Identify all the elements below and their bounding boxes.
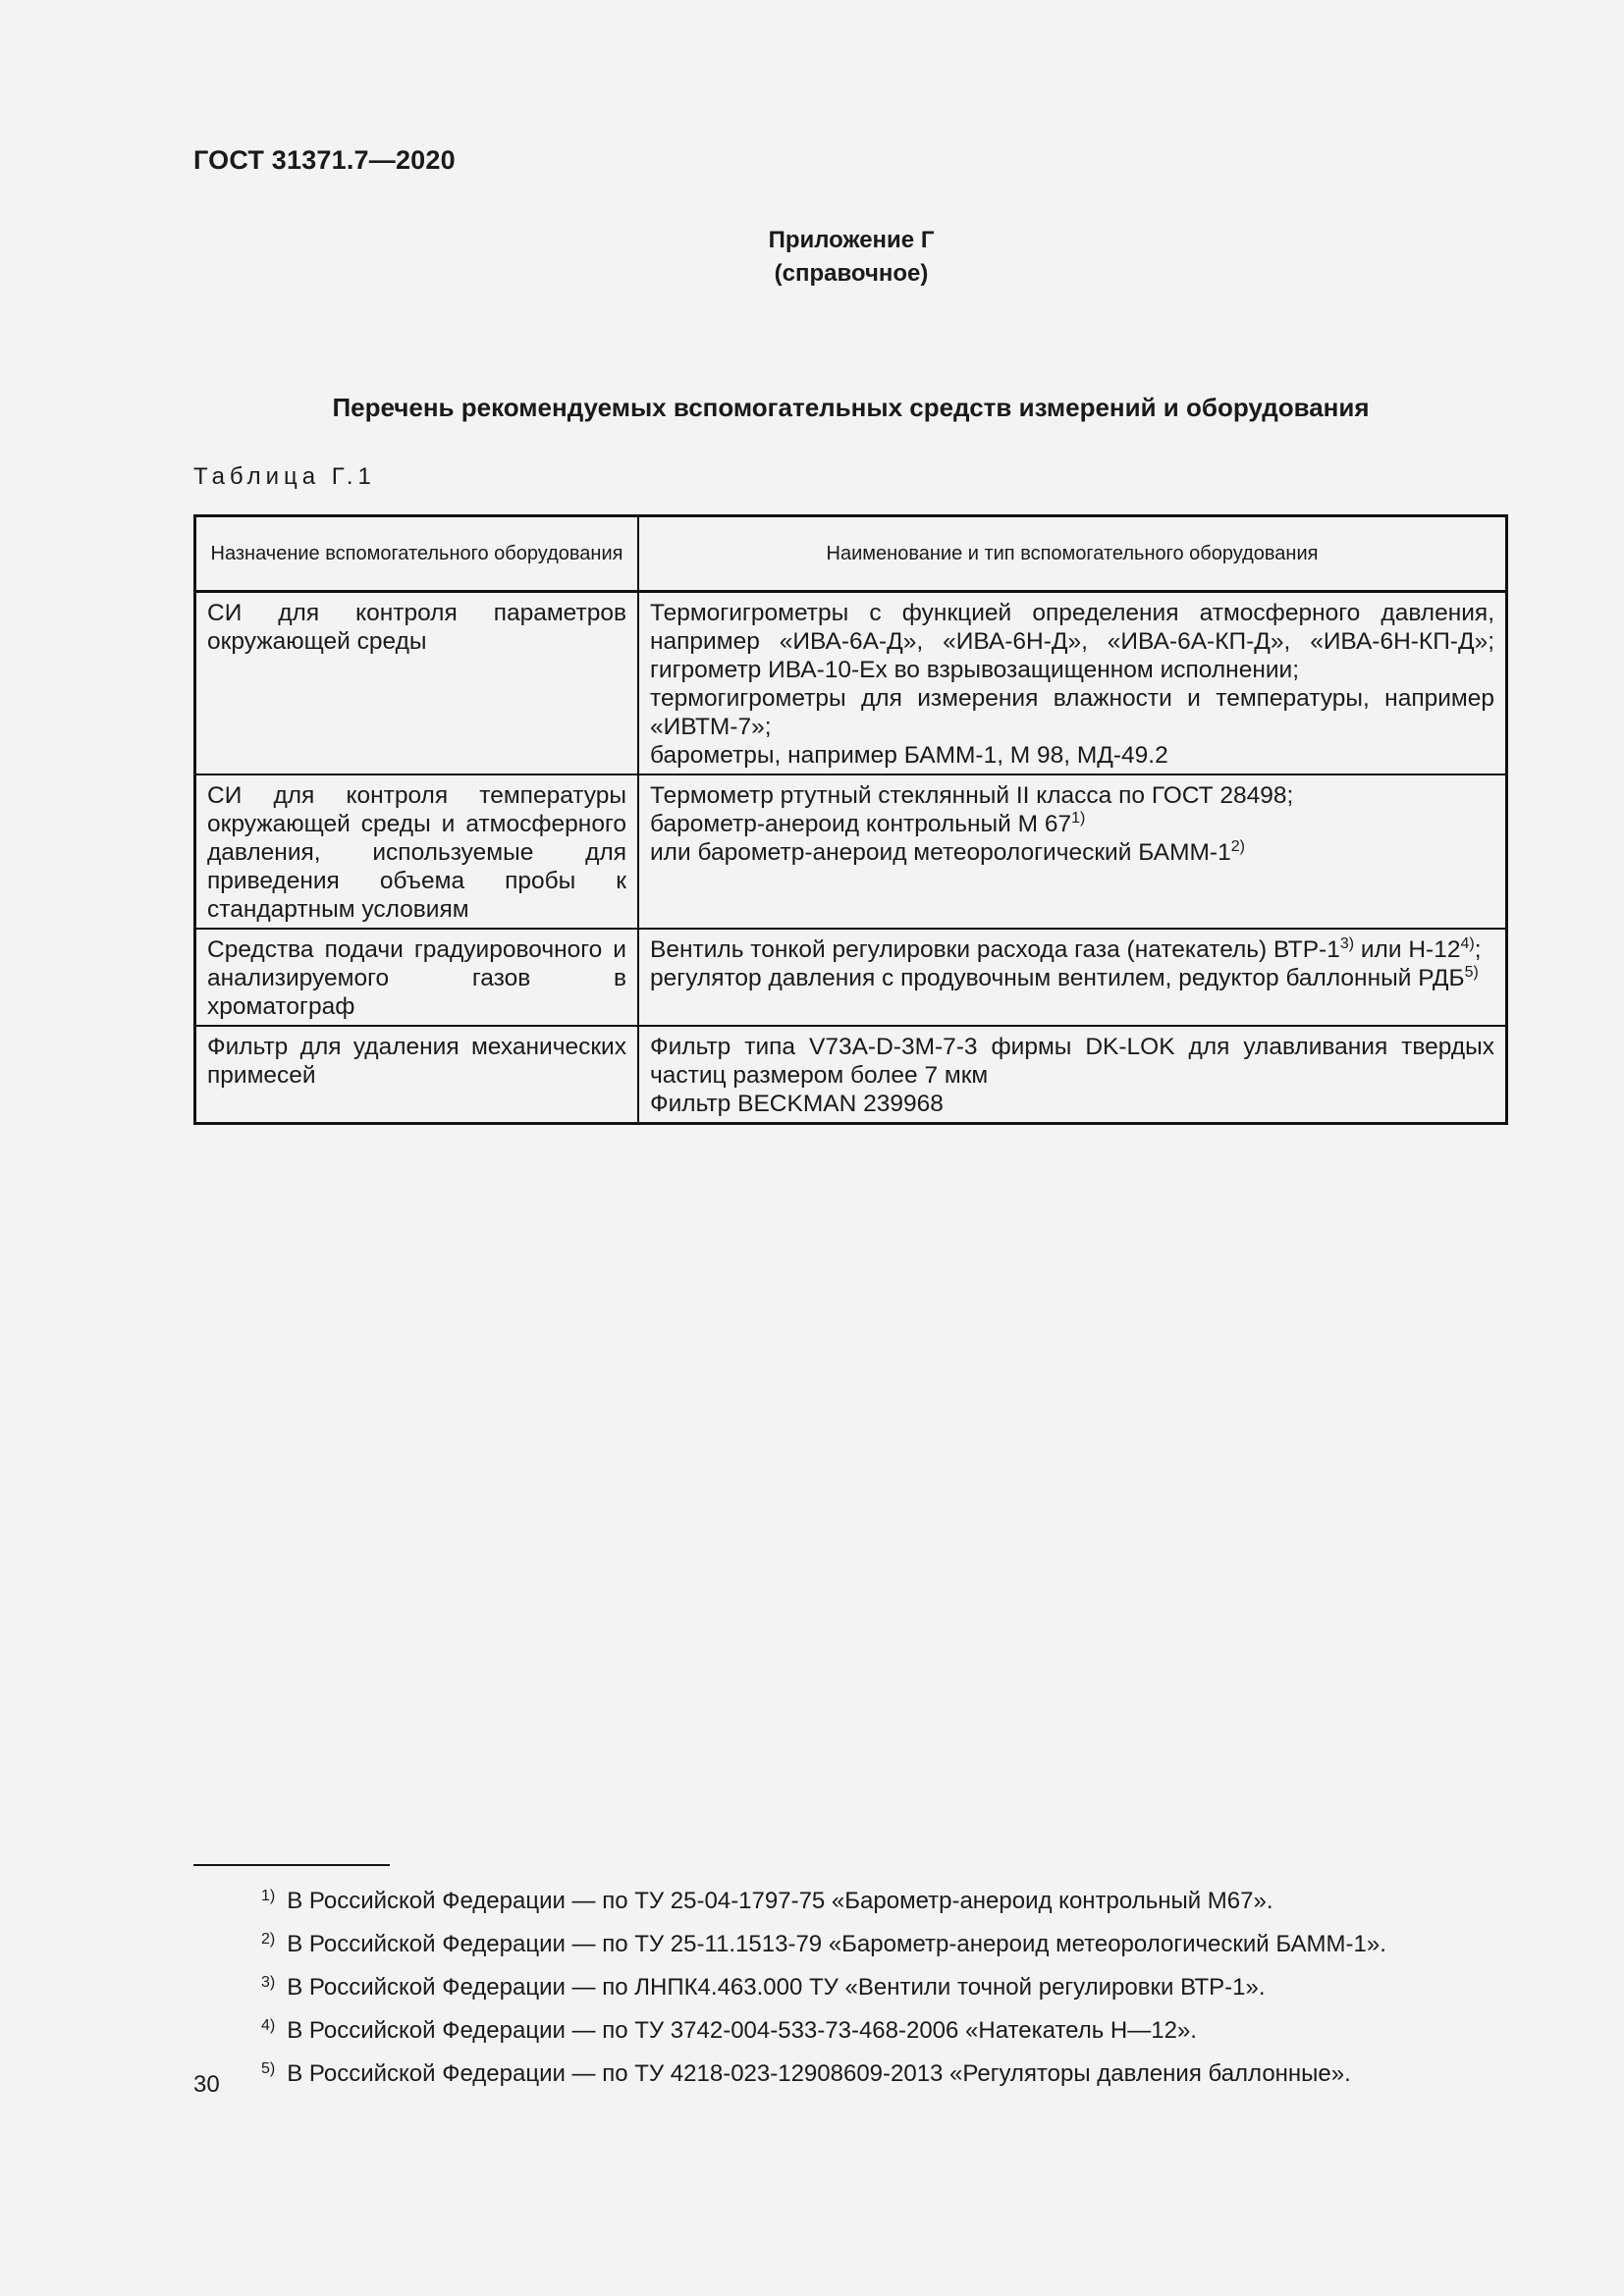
appendix-subtitle: (справочное)	[774, 260, 929, 287]
footnote	[261, 1963, 1386, 2006]
equipment-cell	[638, 1026, 1507, 1124]
purpose-cell: Средства подачи градуировочного и анализируемого газов в хроматограф	[195, 929, 639, 1026]
equipment-line: гигрометр ИВА-10-Ex во взрывозащищенном исполнении;	[650, 657, 1300, 683]
document-code: ГОСТ 31371.7—2020	[193, 145, 456, 175]
equipment-text: регулятор давления с продувочным вентилем, редуктор баллонный РДБ	[650, 965, 1465, 991]
equipment-cell	[638, 774, 1507, 929]
footnote	[261, 2050, 1386, 2093]
equipment-line: Фильтр BECKMAN 239968	[650, 1091, 944, 1117]
footnote-ref[interactable]: 5)	[1464, 963, 1479, 981]
equipment-line: «ИВТМ-7»;	[650, 714, 772, 740]
equipment-cell	[638, 929, 1507, 1026]
footnote	[261, 2006, 1386, 2050]
table-caption: Таблица Г.1	[193, 463, 376, 490]
equipment-text: барометр-анероид контрольный М 67	[650, 811, 1072, 837]
purpose-cell: СИ для контроля параметров окружающей среды	[195, 592, 639, 775]
table-row	[195, 1026, 1507, 1124]
footnote	[261, 1877, 1386, 1920]
equipment-line	[650, 810, 1494, 838]
footnote-mark: 3)	[261, 1974, 276, 1991]
footnote-mark: 4)	[261, 2017, 276, 2034]
equipment-table	[193, 514, 1508, 1125]
footnotes	[261, 1877, 1386, 2093]
appendix-title: Приложение Г	[768, 227, 935, 253]
footnote-text: В Российской Федерации — по ТУ 25-11.1513-79 «Барометр-анероид метеорологический БАММ-1».	[287, 1931, 1386, 1957]
equipment-line: например «ИВА-6А-Д», «ИВА-6Н-Д», «ИВА-6А-КП-Д», «ИВА-6Н-КП-Д»;	[650, 628, 1494, 655]
equipment-line	[650, 964, 1494, 992]
footnote	[261, 1920, 1386, 1963]
equipment-line	[650, 935, 1494, 964]
appendix-heading	[0, 224, 1624, 291]
footnote-divider	[193, 1864, 390, 1866]
footnote-text: В Российской Федерации — по ТУ 3742-004-533-73-468-2006 «Натекатель Н—12».	[287, 2017, 1197, 2044]
purpose-cell: Фильтр для удаления механических примесей	[195, 1026, 639, 1124]
equipment-line: Термогигрометры с функцией определения атмосферного давления,	[650, 600, 1494, 626]
equipment-line: Термометр ртутный стеклянный II класса по ГОСТ 28498;	[650, 782, 1294, 809]
header-purpose: Назначение вспомогательного оборудования	[195, 516, 639, 592]
list-title: Перечень рекомендуемых вспомогательных средств измерений и оборудования	[332, 393, 1370, 422]
equipment-line: частиц размером более 7 мкм	[650, 1062, 989, 1089]
footnote-text: В Российской Федерации — по ЛНПК4.463.000 ТУ «Вентили точной регулировки ВТР-1».	[287, 1974, 1266, 2001]
table-header-row	[195, 516, 1507, 592]
equipment-line: Фильтр типа V73A-D-3M-7-3 фирмы DK-LOK для улавливания твердых	[650, 1034, 1494, 1060]
footnote-ref[interactable]: 2)	[1230, 837, 1245, 855]
footnote-ref[interactable]: 4)	[1460, 934, 1475, 952]
footnote-ref[interactable]: 3)	[1339, 934, 1355, 952]
equipment-text: или барометр-анероид метеорологический БАММ-1	[650, 839, 1231, 866]
equipment-text: или Н-12	[1354, 936, 1461, 963]
footnote-text: В Российской Федерации — по ТУ 4218-023-12908609-2013 «Регуляторы давления баллонные».	[287, 2060, 1351, 2087]
footnote-text: В Российской Федерации — по ТУ 25-04-1797-75 «Барометр-анероид контрольный М67».	[287, 1888, 1273, 1914]
equipment-line: барометры, например БАММ-1, М 98, МД-49.2	[650, 742, 1168, 769]
footnote-mark: 5)	[261, 2060, 276, 2077]
equipment-text: ;	[1474, 936, 1482, 963]
equipment-line: термогигрометры для измерения влажности и температуры, например	[650, 685, 1494, 712]
equipment-line	[650, 838, 1494, 867]
footnote-mark: 1)	[261, 1888, 276, 1904]
table-row	[195, 774, 1507, 929]
equipment-cell	[638, 592, 1507, 775]
page-number: 30	[193, 2071, 220, 2098]
footnote-mark: 2)	[261, 1931, 276, 1948]
header-equipment: Наименование и тип вспомогательного оборудования	[638, 516, 1507, 592]
footnote-ref[interactable]: 1)	[1071, 809, 1086, 827]
purpose-cell: СИ для контроля температуры окружающей среды и атмосферного давления, используемые для приведения объема пробы к стандартным условиям	[195, 774, 639, 929]
equipment-text: Вентиль тонкой регулировки расхода газа (натекатель) ВТР-1	[650, 936, 1340, 963]
table-row	[195, 592, 1507, 775]
table-row	[195, 929, 1507, 1026]
